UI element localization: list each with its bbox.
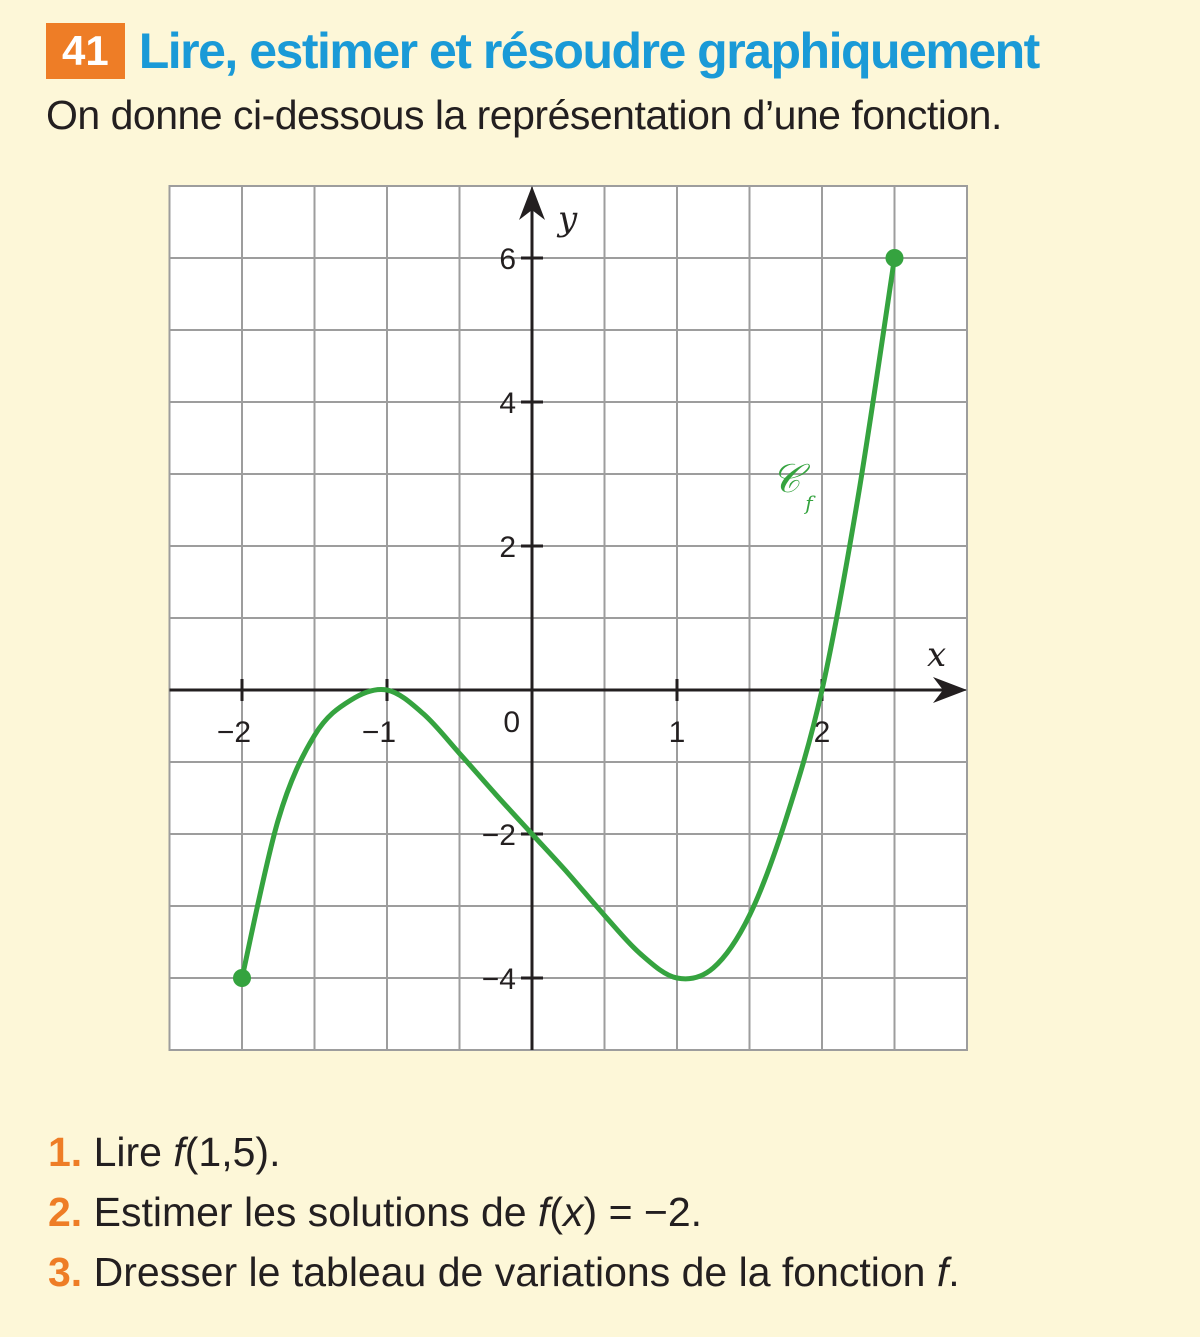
x-tick-label: −2 xyxy=(216,716,252,749)
question-text-run: ( xyxy=(549,1189,564,1235)
question-text-run: (1,5). xyxy=(184,1129,281,1175)
question-text-run: . xyxy=(948,1249,960,1295)
x-tick-label: 2 xyxy=(813,716,831,749)
question-list xyxy=(48,1122,960,1302)
question-3 xyxy=(48,1242,960,1302)
y-axis-label: y xyxy=(558,199,578,239)
y-tick-label: 4 xyxy=(499,387,516,420)
curve-label: 𝒞 xyxy=(771,456,801,502)
y-tick-label: 6 xyxy=(499,243,516,276)
y-tick-label: −4 xyxy=(481,963,516,996)
question-text xyxy=(94,1249,960,1295)
question-text xyxy=(94,1189,702,1235)
question-number: 2. xyxy=(48,1189,83,1235)
curve-endpoint xyxy=(886,249,904,267)
y-tick-label: −2 xyxy=(481,819,516,852)
math-variable: f xyxy=(936,1249,949,1295)
exercise-title: Lire, estimer et résoudre graphiquement xyxy=(138,23,1039,79)
exercise-number-badge: 41 xyxy=(46,23,125,79)
exercise-intro: On donne ci-dessous la représentation d’une fonction. xyxy=(46,92,1002,138)
question-number: 1. xyxy=(48,1129,83,1175)
question-1 xyxy=(48,1122,960,1182)
curve-endpoint xyxy=(233,969,251,987)
question-text-run: Estimer les solutions de xyxy=(93,1189,538,1235)
math-variable: f xyxy=(537,1189,550,1235)
curve-label-subscript: f xyxy=(805,491,813,515)
math-variable: x xyxy=(563,1189,584,1235)
question-text-run: ) = −2. xyxy=(583,1189,703,1235)
question-text-run: Lire xyxy=(93,1129,174,1175)
question-text-run: Dresser le tableau de variations de la fonction xyxy=(93,1249,937,1295)
x-tick-label: 1 xyxy=(668,716,686,749)
x-axis-label: x xyxy=(927,635,947,675)
x-tick-label: −1 xyxy=(361,716,397,749)
y-tick-label: 2 xyxy=(499,531,516,564)
question-number: 3. xyxy=(48,1249,83,1295)
question-text xyxy=(94,1129,281,1175)
origin-label: 0 xyxy=(503,706,520,739)
math-variable: f xyxy=(173,1129,185,1175)
question-2 xyxy=(48,1182,960,1242)
